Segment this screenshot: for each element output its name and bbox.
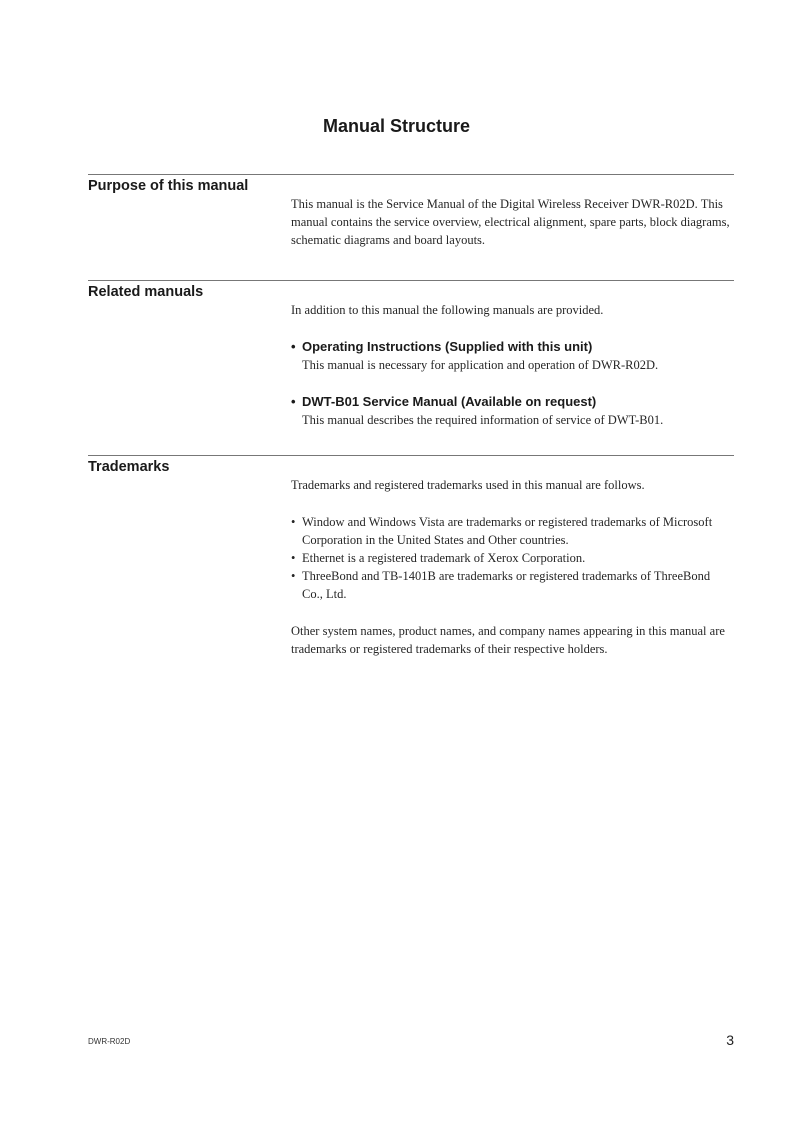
trademarks-list bbox=[291, 513, 734, 603]
footer-model-number: DWR-R02D bbox=[88, 1037, 131, 1046]
related-manual-title-text: DWT-B01 Service Manual (Available on request) bbox=[302, 394, 597, 409]
related-intro: In addition to this manual the following manuals are provided. bbox=[291, 303, 604, 317]
section-body-purpose bbox=[291, 195, 734, 249]
bullet-icon: • bbox=[291, 339, 296, 354]
section-body-trademarks bbox=[291, 476, 734, 658]
section-heading-purpose: Purpose of this manual bbox=[88, 178, 249, 194]
trademark-item-text: Ethernet is a registered trademark of Xerox Corporation. bbox=[302, 551, 586, 565]
purpose-paragraph: This manual is the Service Manual of the Digital Wireless Receiver DWR-R02D. This manual contains the service overview, electrical alignment, spare parts, block diagrams, schematic diagrams and board layouts. bbox=[291, 197, 730, 247]
section-heading-trademarks: Trademarks bbox=[88, 459, 170, 475]
section-body-related-manuals bbox=[291, 301, 734, 429]
page-title: Manual Structure bbox=[322, 116, 471, 136]
related-manual-item bbox=[291, 393, 734, 429]
section-purpose bbox=[88, 174, 734, 275]
trademarks-intro: Trademarks and registered trademarks used in this manual are follows. bbox=[291, 478, 645, 492]
list-item bbox=[291, 567, 734, 603]
related-manual-description: This manual describes the required information of service of DWT-B01. bbox=[302, 413, 664, 427]
related-manual-title-text: Operating Instructions (Supplied with this unit) bbox=[302, 339, 593, 354]
section-related-manuals bbox=[88, 280, 734, 451]
trademark-item-text: ThreeBond and TB-1401B are trademarks or registered trademarks of ThreeBond Co., Ltd. bbox=[302, 569, 711, 601]
trademarks-closing: Other system names, product names, and company names appearing in this manual are trademarks or registered trademarks of their respective holders. bbox=[291, 624, 725, 656]
bullet-icon: • bbox=[291, 551, 296, 565]
footer-page-number: 3 bbox=[726, 1032, 734, 1048]
section-heading-related-manuals: Related manuals bbox=[88, 284, 204, 300]
list-item bbox=[291, 549, 734, 567]
related-manual-item bbox=[291, 338, 734, 374]
bullet-icon: • bbox=[291, 515, 296, 529]
related-manual-title bbox=[291, 338, 734, 356]
bullet-icon: • bbox=[291, 394, 296, 409]
related-manual-description: This manual is necessary for application and operation of DWR-R02D. bbox=[302, 358, 659, 372]
related-manual-title bbox=[291, 393, 734, 411]
bullet-icon: • bbox=[291, 569, 296, 583]
list-item bbox=[291, 513, 734, 549]
trademark-item-text: Window and Windows Vista are trademarks or registered trademarks of Microsoft Corporation in the United States and Other countries. bbox=[302, 515, 713, 547]
section-trademarks bbox=[88, 455, 734, 676]
